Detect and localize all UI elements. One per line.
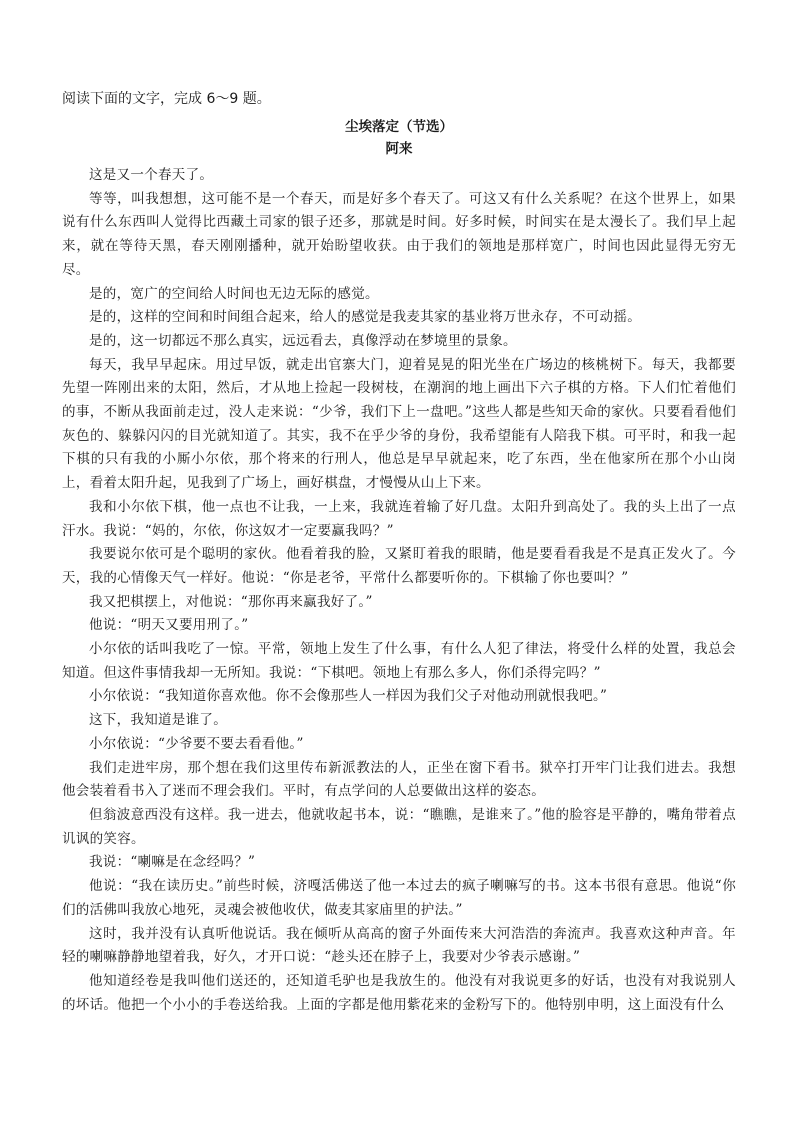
paragraph: 我和小尔依下棋，他一点也不让我，一上来，我就连着输了好几盘。太阳升到高处了。我的头上出了一点汗水。我说：“妈的，尔依，你这奴才一定要赢我吗？” <box>62 498 736 539</box>
paragraph: 是的，宽广的空间给人时间也无边无际的感觉。 <box>89 285 379 302</box>
paragraph: 等等，叫我想想，这可能不是一个春天，而是好多个春天了。可这又有什么关系呢？在这个世界上，如果说有什么东西叫人觉得比西藏土司家的银子还多，那就是时间。好多时候，时间实在是太漫长了。我们早上起来，就在等待天黑，春天刚刚播种，就开始盼望收获。由于我们的领地是那样宽广，时间也因此显得无穷无尽。 <box>62 190 736 278</box>
paragraph: 每天，我早早起床。用过早饭，就走出官寨大门，迎着晃晃的阳光坐在广场边的核桃树下。每天，我都要先望一阵刚出来的太阳，然后，才从地上捡起一段树枝，在潮润的地上画出下六子棋的方格。下人们忙着他们的事，不断从我面前走过，没人走来说：“少爷，我们下上一盘吧。”这些人都是些知天命的家伙。只要看看他们灰色的、躲躲闪闪的目光就知道了。其实，我不在乎少爷的身份，我希望能有人陪我下棋。可平时，和我一起下棋的只有我的小厮小尔依，那个将来的行刑人，他总是早早就起来，吃了东西，坐在他家所在那个小山岗上，看着太阳升起，见我到了广场上，画好棋盘，才慢慢从山上下来。 <box>62 356 736 492</box>
paragraph: 我要说尔依可是个聪明的家伙。他看着我的脸，又紧盯着我的眼睛，他是要看看我是不是真正发火了。今天，我的心情像天气一样好。他说：“你是老爷，平常什么都要听你的。下棋输了你也要叫？” <box>62 546 736 586</box>
paragraph: 我说：“喇嘛是在念经吗？” <box>89 854 256 871</box>
paragraph: 我又把棋摆上，对他说：“那你再来赢我好了。” <box>89 593 373 610</box>
paragraph: 我们走进牢房，那个想在我们这里传布新派教法的人，正坐在窗下看书。狱卒打开牢门让我们进去。我想他会装着看书入了迷而不理会我们。平时，有点学问的人总要做出这样的姿态。 <box>62 759 736 800</box>
paragraph: 是的，这一切都远不那么真实，远远看去，真像浮动在梦境里的景象。 <box>89 332 517 349</box>
paragraph: 这是又一个春天了。 <box>89 167 214 183</box>
paragraph: 是的，这样的空间和时间组合起来，给人的感觉是我麦其家的基业将万世永存，不可动摇。 <box>89 309 641 326</box>
question-instruction: 阅读下面的文字，完成 6～9 题。 <box>62 91 271 107</box>
paragraph: 这时，我并没有认真听他说话。我在倾听从高高的窗子外面传来大河浩浩的奔流声。我喜欢这种声音。年轻的喇嘛静静地望着我，好久，才开口说：“趁头还在脖子上，我要对少爷表示感谢。” <box>62 925 736 966</box>
paragraph: 小尔依说：“我知道你喜欢他。你不会像那些人一样因为我们父子对他动刑就恨我吧。” <box>89 688 608 705</box>
document-page <box>62 88 736 1017</box>
paragraph: 他知道经卷是我叫他们送还的，还知道毛驴也是我放生的。他没有对我说更多的好话，也没有对我说别人的坏话。他把一个小小的手卷送给我。上面的字都是他用紫花来的金粉写下的。他特别申明，这上面没有什么 <box>62 972 736 1013</box>
paragraph: 小尔依说：“少爷要不要去看看他。” <box>89 735 304 752</box>
paragraph: 他说：“我在读历史。”前些时候，济嘎活佛送了他一本过去的疯子喇嘛写的书。这本书很有意思。他说“你们的活佛叫我放心地死，灵魂会被他收伏，做麦其家庙里的护法。” <box>62 878 736 918</box>
article-title: 尘埃落定（节选） <box>345 119 453 135</box>
paragraph: 他说：“明天又要用刑了。” <box>89 617 249 634</box>
paragraph: 但翁波意西没有这样。我一进去，他就收起书本，说：“瞧瞧，是谁来了。”他的脸容是平静的，嘴角带着点讥讽的笑容。 <box>62 806 736 847</box>
paragraph: 小尔依的话叫我吃了一惊。平常，领地上发生了什么事，有什么人犯了律法，将受什么样的处置，我总会知道。但这件事情我却一无所知。我说：“下棋吧。领地上有那么多人，你们杀得完吗？” <box>62 641 736 681</box>
article-author: 阿来 <box>385 141 413 157</box>
article-body <box>62 164 736 1017</box>
paragraph: 这下，我知道是谁了。 <box>89 712 227 729</box>
